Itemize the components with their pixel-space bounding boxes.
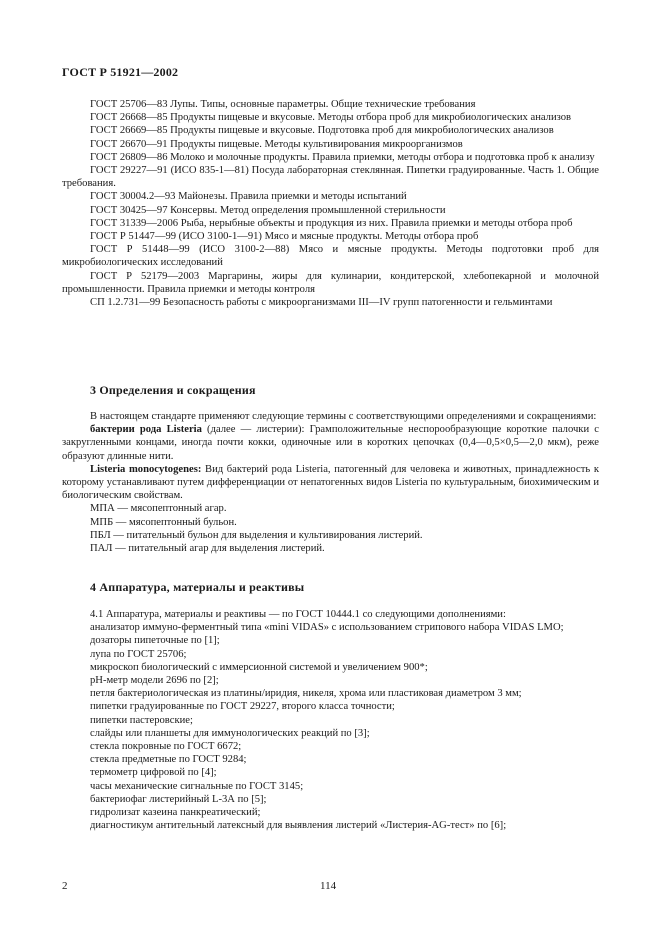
reference-item: ГОСТ 25706—83 Лупы. Типы, основные параметры. Общие технические требования	[90, 99, 476, 110]
equipment-item: термометр цифровой по [4];	[90, 767, 217, 779]
reference-item: ГОСТ 30425—97 Консервы. Метод определения промышленной стерильности	[90, 204, 446, 216]
reference-item: ГОСТ 26668—85 Продукты пищевые и вкусовые. Методы отбора проб для микробиологических анализов	[90, 112, 572, 124]
section-4-intro: 4.1 Аппаратура, материалы и реактивы — по ГОСТ 10444.1 со следующими дополнениями:	[90, 609, 506, 620]
sheet-number: 114	[320, 880, 337, 892]
abbreviation-item: МПБ — мясопептонный бульон.	[90, 516, 237, 528]
reference-item: СП 1.2.731—99 Безопасность работы с микроорганизмами III—IV групп патогенности и гельминтами	[90, 297, 553, 309]
reference-item: ГОСТ 29227—91 (ИСО 835-1—81) Посуда лабораторная стеклянная. Пипетки градуированные. Часть 1. Общие требования.	[62, 165, 599, 190]
definition-text: (далее — листерии): Грамположительные неспорообразующие короткие палочки с закругленными концами, иногда почти кокки, одиночные или в коротких цепочках (0,4—0,5×0,5—2,0 мкм), реже образуют длинные нити.	[62, 424, 599, 462]
equipment-item: бактериофаг листерийный L-3А по [5];	[90, 793, 267, 805]
equipment-item: микроскоп биологический с иммерсионной системой и увеличением 900*;	[90, 661, 428, 673]
reference-item: ГОСТ Р 52179—2003 Маргарины, жиры для кулинарии, кондитерской, хлебопекарной и молочной промышленности. Правила приемки и методы контроля	[62, 270, 599, 295]
section-3-body	[62, 410, 599, 555]
equipment-item: петля бактериологическая из платины/иридия, никеля, хрома или пластиковая диаметром 3 мм;	[90, 688, 522, 700]
section-3-intro: В настоящем стандарте применяют следующие термины с соответствующими определениями и сокращениями:	[90, 411, 597, 422]
equipment-item: гидролизат казеина панкреатический;	[90, 807, 261, 819]
definition-listeria-genus	[62, 423, 599, 463]
reference-item: ГОСТ 31339—2006 Рыба, нерыбные объекты и продукция из них. Правила приемки и методы отбора проб	[90, 217, 573, 229]
equipment-item: часы механические сигнальные по ГОСТ 3145;	[90, 780, 304, 792]
definition-term: Listeria monocytogenes:	[90, 463, 202, 475]
document-header: ГОСТ Р 51921—2002	[62, 65, 179, 79]
reference-item: ГОСТ Р 51447—99 (ИСО 3100-1—91) Мясо и мясные продукты. Методы отбора проб	[90, 231, 479, 243]
equipment-item: слайды или планшеты для иммунологических реакций по [3];	[90, 727, 370, 739]
equipment-item: пипетки пастеровские;	[90, 714, 193, 726]
equipment-item: анализатор иммуно-ферментный типа «mini VIDAS» с использованием стрипового набора VIDAS LMO;	[90, 622, 564, 634]
references-list	[62, 98, 599, 309]
abbreviation-item: ПАЛ — питательный агар для выделения листерий.	[90, 543, 325, 555]
definition-listeria-monocytogenes	[62, 463, 599, 503]
equipment-item: рН-метр модели 2696 по [2];	[90, 675, 219, 687]
equipment-item: дозаторы пипеточные по [1];	[90, 635, 220, 647]
reference-item: ГОСТ 26669—85 Продукты пищевые и вкусовые. Подготовка проб для микробиологических анализов	[90, 125, 554, 137]
equipment-item: диагностикум антительный латексный для выявления листерий «Листерия-AG-тест» по [6];	[90, 820, 507, 832]
equipment-item: пипетки градуированные по ГОСТ 29227, второго класса точности;	[90, 701, 395, 713]
section-4-title: 4 Аппаратура, материалы и реактивы	[90, 580, 305, 594]
reference-item: ГОСТ 26670—91 Продукты пищевые. Методы культивирования микроорганизмов	[90, 138, 463, 150]
equipment-item: стекла покровные по ГОСТ 6672;	[90, 741, 242, 753]
equipment-item: стекла предметные по ГОСТ 9284;	[90, 754, 247, 766]
reference-item: ГОСТ 30004.2—93 Майонезы. Правила приемки и методы испытаний	[90, 191, 407, 203]
section-4-body	[62, 608, 599, 832]
reference-item: ГОСТ Р 51448—99 (ИСО 3100-2—88) Мясо и мясные продукты. Методы подготовки проб для микробиологических исследований	[62, 244, 599, 269]
equipment-item: лупа по ГОСТ 25706;	[90, 648, 187, 660]
reference-item: ГОСТ 26809—86 Молоко и молочные продукты. Правила приемки, методы отбора и подготовка проб к анализу	[90, 151, 595, 163]
definition-term: бактерии рода Listeria	[90, 424, 202, 436]
section-3-title: 3 Определения и сокращения	[90, 383, 256, 397]
abbreviation-item: МПА — мясопептонный агар.	[90, 503, 227, 515]
definition-text: Вид бактерий рода Listeria, патогенный для человека и животных, принадлежность к которому устанавливают путем дифференциации от непатогенных видов Listeria по культуральным, биохимическим и биологическим свойствам.	[62, 463, 599, 502]
abbreviation-item: ПБЛ — питательный бульон для выделения и культивирования листерий.	[90, 529, 423, 541]
page-number: 2	[62, 880, 68, 892]
